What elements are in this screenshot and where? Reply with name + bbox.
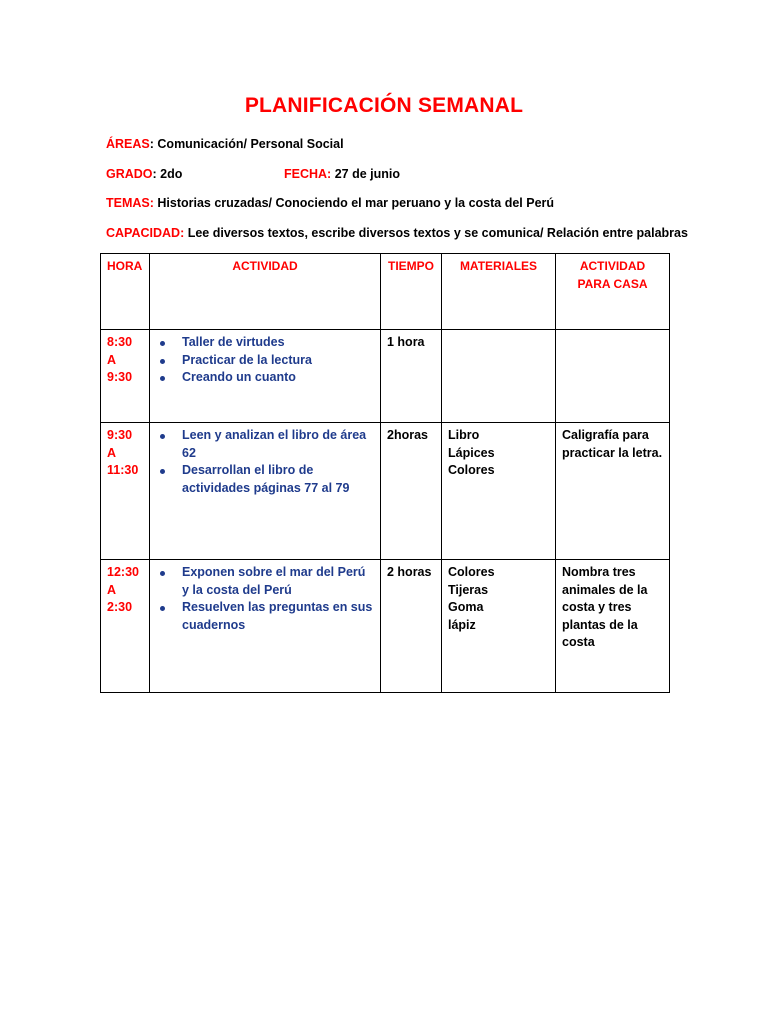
list-item: Desarrollan el libro de actividades páginas 77 al 79: [182, 462, 374, 497]
list-item: Leen y analizan el libro de área 62: [182, 427, 374, 462]
header-casa: ACTIVIDAD PARA CASA: [556, 254, 670, 330]
grado-label: GRADO: [106, 167, 153, 181]
header-actividad: ACTIVIDAD: [150, 254, 381, 330]
material-item: Libro: [448, 428, 480, 442]
activity-list: [156, 427, 374, 497]
header-materiales: MATERIALES: [442, 254, 556, 330]
list-item: Practicar de la lectura: [182, 352, 374, 370]
header-tiempo: TIEMPO: [381, 254, 442, 330]
fecha-value: 27 de junio: [331, 167, 400, 181]
areas-line: [106, 137, 344, 151]
fecha-line: [284, 167, 400, 181]
hora-end: 9:30: [107, 370, 133, 384]
schedule-table: [100, 253, 670, 693]
temas-label: TEMAS:: [106, 196, 154, 210]
hora-cell: [101, 423, 150, 560]
table-row: [101, 423, 670, 560]
header-hora: HORA: [101, 254, 150, 330]
areas-value: : Comunicación/ Personal Social: [149, 137, 344, 151]
page-title: PLANIFICACIÓN SEMANAL: [244, 94, 524, 117]
fecha-label: FECHA:: [284, 167, 332, 181]
hora-cell: [101, 330, 150, 423]
tiempo-cell: 1 hora: [381, 330, 442, 423]
material-item: Lápices: [448, 445, 495, 460]
material-item: Colores: [448, 463, 495, 477]
tiempo-cell: 2horas: [381, 423, 442, 560]
hora-cell: [101, 560, 150, 693]
list-item: Creando un cuanto: [182, 369, 374, 387]
hora-start: 12:30: [107, 565, 139, 579]
material-item: lápiz: [448, 617, 476, 632]
material-item: Goma: [448, 600, 484, 614]
actividad-cell: [150, 560, 381, 693]
actividad-cell: [150, 423, 381, 560]
hora-start: 9:30: [107, 428, 133, 442]
temas-line: [106, 196, 554, 210]
grado-line: [106, 167, 182, 181]
grado-value: : 2do: [152, 167, 183, 181]
hora-end: 2:30: [107, 600, 133, 614]
list-item: Exponen sobre el mar del Perú y la costa del Perú: [182, 564, 374, 599]
actividad-cell: [150, 330, 381, 423]
capacidad-label: CAPACIDAD:: [106, 226, 185, 240]
list-item: Resuelven las preguntas en sus cuadernos: [182, 599, 374, 634]
hora-end: 11:30: [107, 463, 139, 477]
temas-value: Historias cruzadas/ Conociendo el mar peruano y la costa del Perú: [153, 196, 555, 210]
hora-sep: A: [107, 582, 117, 597]
capacidad-line: [106, 226, 688, 240]
tiempo-cell: 2 horas: [381, 560, 442, 693]
hora-start: 8:30: [107, 335, 133, 349]
table-row: [101, 560, 670, 693]
casa-cell: [556, 330, 670, 423]
capacidad-value: Lee diversos textos, escribe diversos textos y se comunica/ Relación entre palabras: [184, 226, 688, 240]
table-row: [101, 330, 670, 423]
materiales-cell: [442, 560, 556, 693]
activity-list: [156, 334, 374, 387]
table-header-row: [101, 254, 670, 330]
materiales-cell: [442, 330, 556, 423]
list-item: Taller de virtudes: [182, 334, 374, 352]
material-item: Tijeras: [448, 582, 489, 597]
casa-cell: Nombra tres animales de la costa y tres plantas de la costa: [556, 560, 670, 693]
hora-sep: A: [107, 445, 117, 460]
hora-sep: A: [107, 352, 117, 367]
casa-cell: Caligrafía para practicar la letra.: [556, 423, 670, 560]
activity-list: [156, 564, 374, 634]
material-item: Colores: [448, 565, 495, 579]
materiales-cell: [442, 423, 556, 560]
areas-label: ÁREAS: [106, 137, 150, 151]
